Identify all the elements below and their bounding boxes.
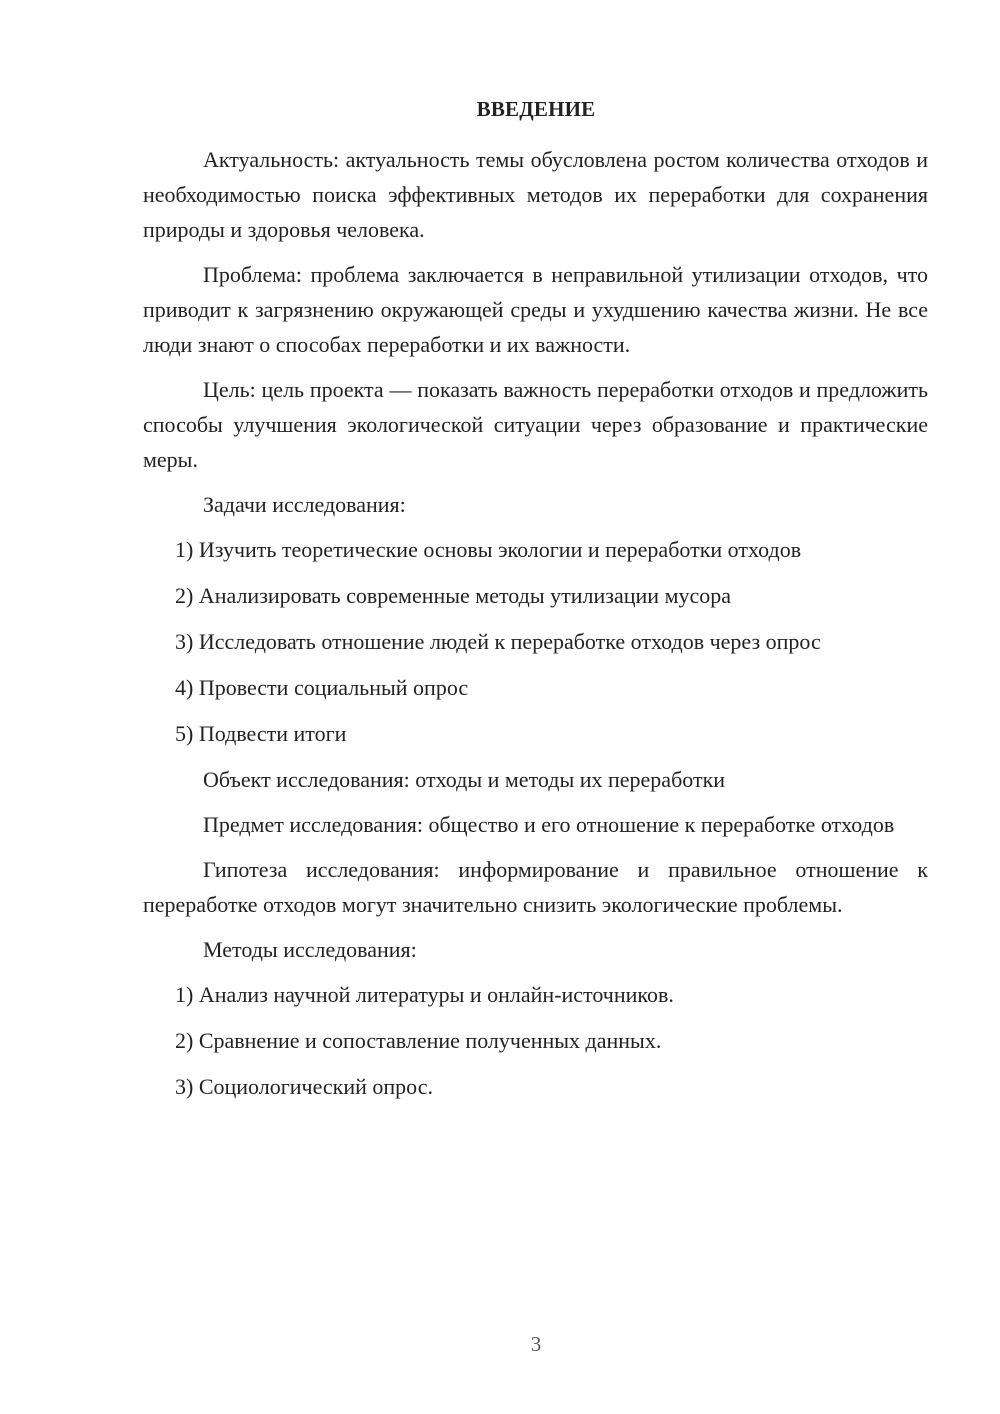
list-item: 1) Анализ научной литературы и онлайн-источников. (175, 982, 674, 1007)
list-item: 2) Сравнение и сопоставление полученных данных. (175, 1028, 662, 1053)
list-item: 4) Провести социальный опрос (175, 675, 469, 700)
goal-paragraph: Цель: цель проекта — показать важность переработки отходов и предложить способы улучшения экологической ситуации через образование и практические меры. (143, 377, 928, 472)
page-title: ВВЕДЕНИЕ (476, 97, 596, 121)
methods-list (143, 977, 928, 1105)
list-item: 3) Исследовать отношение людей к переработке отходов через опрос (175, 629, 821, 654)
list-item: 1) Изучить теоретические основы экологии и переработки отходов (175, 537, 802, 562)
methods-heading: Методы исследования: (203, 937, 417, 962)
relevance-paragraph: Актуальность: актуальность темы обусловлена ростом количества отходов и необходимостью поиска эффективных методов их переработки для сохранения природы и здоровья человека. (143, 147, 928, 242)
page-body (143, 142, 928, 1115)
subject-paragraph: Предмет исследования: общество и его отношение к переработке отходов (203, 812, 895, 837)
page-number: 3 (530, 1332, 542, 1356)
object-paragraph: Объект исследования: отходы и методы их переработки (203, 767, 726, 792)
problem-paragraph: Проблема: проблема заключается в неправильной утилизации отходов, что приводит к загрязнению окружающей среды и ухудшению качества жизни. Не все люди знают о способах переработки и их важности. (143, 262, 928, 357)
list-item: 5) Подвести итоги (175, 721, 347, 746)
list-item: 3) Социологический опрос. (175, 1074, 433, 1099)
hypothesis-paragraph: Гипотеза исследования: информирование и правильное отношение к переработке отходов могут значительно снизить экологические проблемы. (143, 857, 928, 917)
list-item: 2) Анализировать современные методы утилизации мусора (175, 583, 732, 608)
tasks-list (143, 532, 928, 752)
tasks-heading: Задачи исследования: (203, 492, 406, 517)
